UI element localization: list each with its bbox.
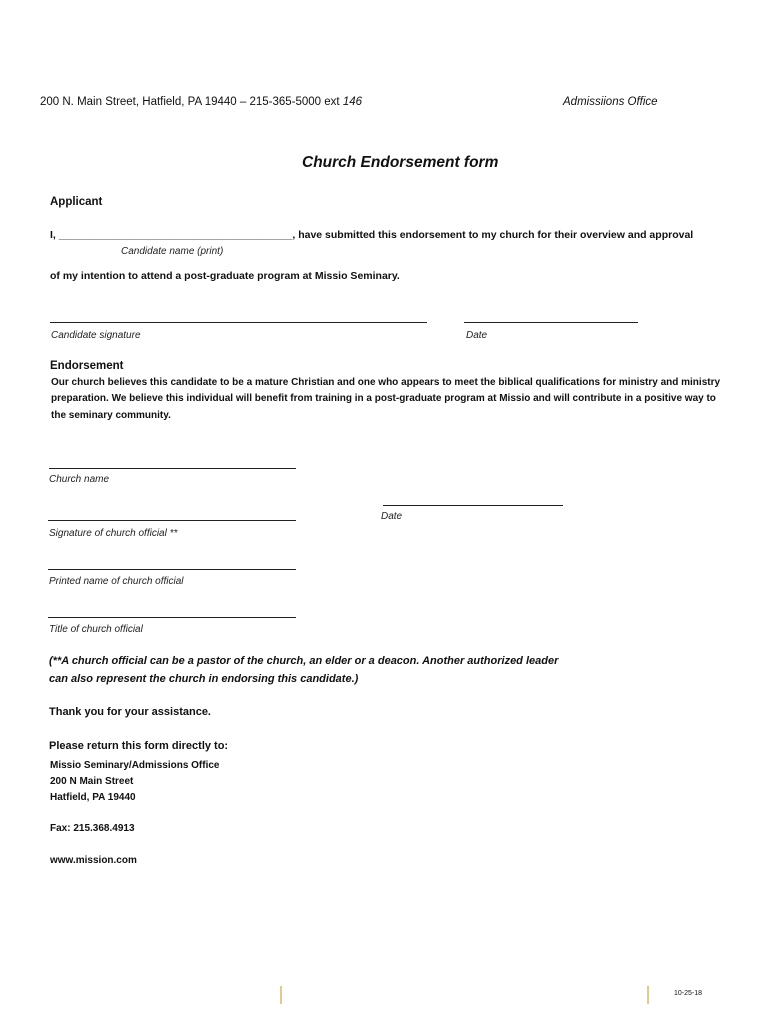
website-link[interactable]: www.mission.com (50, 855, 137, 866)
applicant-statement-line1 (50, 229, 693, 241)
return-address-line3: Hatfield, PA 19440 (50, 792, 136, 803)
footer-divider-left (280, 986, 282, 1004)
header-office: Admissiions Office (563, 96, 658, 108)
note-line2: can also represent the church in endorsing this candidate.) (49, 673, 359, 685)
note-line1: (**A church official can be a pastor of the church, an elder or a deacon. Another authorized leader (49, 655, 559, 667)
church-date-line[interactable] (383, 505, 563, 506)
endorsement-text-line3: the seminary community. (51, 410, 171, 421)
endorsement-heading: Endorsement (50, 360, 124, 372)
official-signature-line[interactable] (48, 520, 296, 521)
candidate-name-blank[interactable]: ________________________________________ (58, 229, 293, 241)
endorsement-text-line1: Our church believes this candidate to be a mature Christian and one who appears to meet the biblical qualifications for ministry and ministry (51, 377, 721, 388)
fax-number: Fax: 215.368.4913 (50, 823, 135, 834)
applicant-i: I, (50, 229, 59, 241)
official-printed-name-label: Printed name of church official (49, 576, 184, 587)
return-address-line2: 200 N Main Street (50, 776, 134, 787)
candidate-date-label: Date (466, 330, 488, 341)
church-name-label: Church name (49, 474, 110, 485)
applicant-statement-line2: of my intention to attend a post-graduate program at Missio Seminary. (50, 270, 400, 282)
candidate-date-line[interactable] (464, 322, 638, 323)
applicant-heading: Applicant (50, 196, 103, 208)
page-title: Church Endorsement form (302, 154, 499, 171)
header-address (40, 96, 362, 108)
candidate-name-label: Candidate name (print) (121, 246, 224, 257)
return-address-line1: Missio Seminary/Admissions Office (50, 760, 220, 771)
thank-you-text: Thank you for your assistance. (49, 706, 211, 718)
church-name-line[interactable] (49, 468, 296, 469)
official-signature-label: Signature of church official ** (49, 528, 178, 539)
candidate-signature-label: Candidate signature (51, 330, 141, 341)
return-heading: Please return this form directly to: (49, 740, 229, 752)
official-title-label: Title of church official (49, 624, 143, 635)
candidate-signature-line[interactable] (50, 322, 427, 323)
official-printed-name-line[interactable] (48, 569, 296, 570)
header-address-text: 200 N. Main Street, Hatfield, PA 19440 – 215-365-5000 ext (40, 96, 343, 108)
endorsement-text-line2: preparation. We believe this individual will benefit from training in a post-graduate program at Missio and will contribute in a positive way to (51, 393, 716, 404)
footer-divider-right (647, 986, 649, 1004)
church-date-label: Date (381, 511, 403, 522)
header-ext: 146 (342, 96, 363, 108)
footer-version: 10-25-18 (674, 990, 703, 997)
applicant-statement-rest: , have submitted this endorsement to my church for their overview and approval (292, 229, 694, 241)
official-title-line[interactable] (48, 617, 296, 618)
